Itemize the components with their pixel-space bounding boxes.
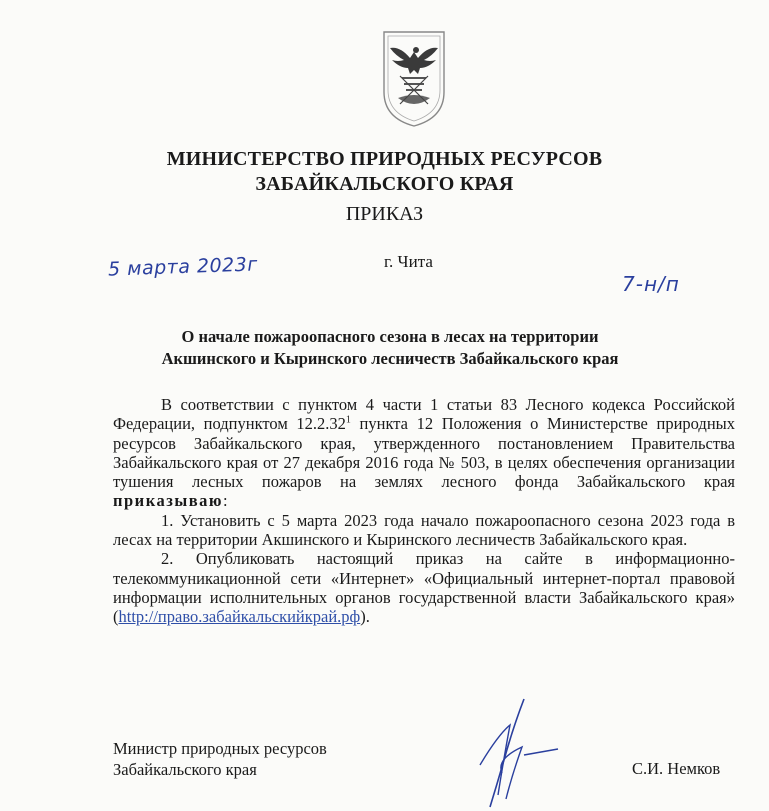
order-item-1: 1. Установить с 5 марта 2023 года начало пожароопасного сезона 2023 года в лесах на территории Акшинского и Кыринского лесничеств Забайкальского края. xyxy=(113,510,735,550)
position-line-1: Министр природных ресурсов xyxy=(113,739,327,758)
position-line-2: Забайкальского края xyxy=(113,760,257,779)
city: г. Чита xyxy=(384,252,433,271)
handwritten-number: 7-н/п xyxy=(622,272,680,296)
preamble-text-cont: пункта 12 Положения о Министерстве природных ресурсов Забайкальского края, утвержденного постановлением Правительства Забайкальского края от 27 декабря 2016 года № 503, в целях обеспечения организации тушения лесных пожаров на землях лесного фонда Забайкальского края xyxy=(113,414,735,492)
document-title xyxy=(60,326,720,370)
superscript: 1 xyxy=(345,414,351,426)
order-keyword: приказываю xyxy=(113,491,223,511)
title-line-2: Акшинского и Кыринского лесничеств Забайкальского края xyxy=(161,349,619,368)
title-line-1: О начале пожароопасного сезона в лесах на территории xyxy=(181,327,599,346)
item-2-text: 2. Опубликовать настоящий приказ на сайте в информационно-телекоммуникационной сети «Интернет» «Официальный интернет-портал правовой информации исполнительных органов государственной власти Забайкальского края» ( xyxy=(113,549,735,627)
order-item-2 xyxy=(113,549,735,626)
signatory-name: С.И. Немков xyxy=(632,759,721,778)
signatory-position xyxy=(113,738,327,780)
item-2-end: ). xyxy=(360,607,370,627)
coat-of-arms-emblem xyxy=(380,26,448,128)
preamble-text: В соответствии с пунктом 4 части 1 статьи 83 Лесного кодекса Российской Федерации, подпунктом 12.2.32 xyxy=(113,395,735,434)
ministry-line-2: ЗАБАЙКАЛЬСКОГО КРАЯ xyxy=(255,173,514,195)
preamble-paragraph xyxy=(113,395,735,511)
preamble-end: : xyxy=(222,491,228,511)
handwritten-signature xyxy=(462,695,572,811)
ministry-line-1: МИНИСТЕРСТВО ПРИРОДНЫХ РЕСУРСОВ xyxy=(166,148,603,170)
handwritten-date: 5 марта 2023г xyxy=(107,253,259,281)
ministry-name xyxy=(0,147,769,197)
document-body xyxy=(113,395,735,627)
portal-link[interactable]: http://право.забайкальскийкрай.рф xyxy=(118,607,361,627)
document-type: ПРИКАЗ xyxy=(345,203,424,225)
